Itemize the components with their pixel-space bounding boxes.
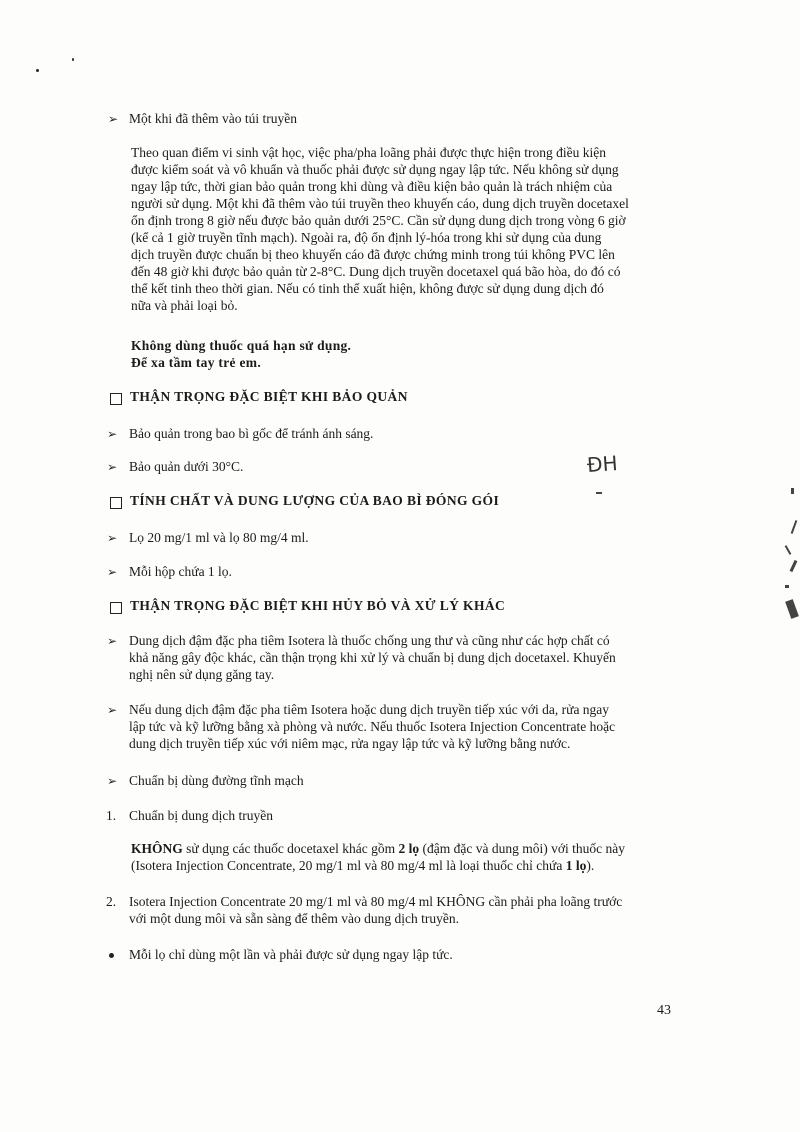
arrow-bullet-icon: ➢ [107,427,118,441]
checkbox-icon [110,602,122,614]
arrow-bullet-icon: ➢ [107,703,118,717]
step-number: 2. [106,894,117,909]
step1-note-line2: (Isotera Injection Concentrate, 20 mg/1 ml và 80 mg/4 ml là loại thuốc chỉ chứa 1 lọ). [131,858,595,873]
warning-children: Để xa tầm tay trẻ em. [131,355,261,370]
section-heading-once-added: Một khi đã thêm vào túi truyền [129,111,297,126]
bullet-single-use: Mỗi lọ chỉ dùng một lần và phải được sử dụng ngay lập tức. [129,947,453,962]
scan-mark [596,492,602,494]
arrow-bullet-icon: ➢ [107,634,118,648]
step1-note-line1: KHÔNG sử dụng các thuốc docetaxel khác gồm 2 lọ (đậm đặc và dung môi) với thuốc này [131,841,625,856]
arrow-bullet-icon: ➢ [108,112,119,126]
section-heading-packaging: TÍNH CHẤT VÀ DUNG LƯỢNG CỦA BAO BÌ ĐÓNG GÓI [130,493,500,508]
arrow-bullet-icon: ➢ [107,531,118,545]
step-title: Chuẩn bị dung dịch truyền [129,808,273,823]
storage-item: Bảo quản trong bao bì gốc để tránh ánh sáng. [129,426,374,441]
bullet-dot-icon [109,953,114,958]
arrow-bullet-icon: ➢ [107,774,118,788]
arrow-bullet-icon: ➢ [107,565,118,579]
section-heading-disposal: THẬN TRỌNG ĐẶC BIỆT KHI HỦY BỎ VÀ XỬ LÝ KHÁC [130,598,506,613]
packaging-item: Lọ 20 mg/1 ml và lọ 80 mg/4 ml. [129,530,309,545]
scan-speck [72,58,74,61]
scan-speck [36,69,39,72]
warning-expiry: Không dùng thuốc quá hạn sử dụng. [131,338,352,353]
storage-item: Bảo quản dưới 30°C. [129,459,244,474]
page-number: 43 [657,1003,671,1018]
arrow-bullet-icon: ➢ [107,460,118,474]
packaging-item: Mỗi hộp chứa 1 lọ. [129,564,232,579]
disposal-item-iv-prep: Chuẩn bị dùng đường tĩnh mạch [129,773,304,788]
section-heading-storage: THẬN TRỌNG ĐẶC BIỆT KHI BẢO QUẢN [130,389,408,404]
handwritten-initials: ĐH [586,450,619,478]
checkbox-icon [110,393,122,405]
step-number: 1. [106,808,117,823]
checkbox-icon [110,497,122,509]
